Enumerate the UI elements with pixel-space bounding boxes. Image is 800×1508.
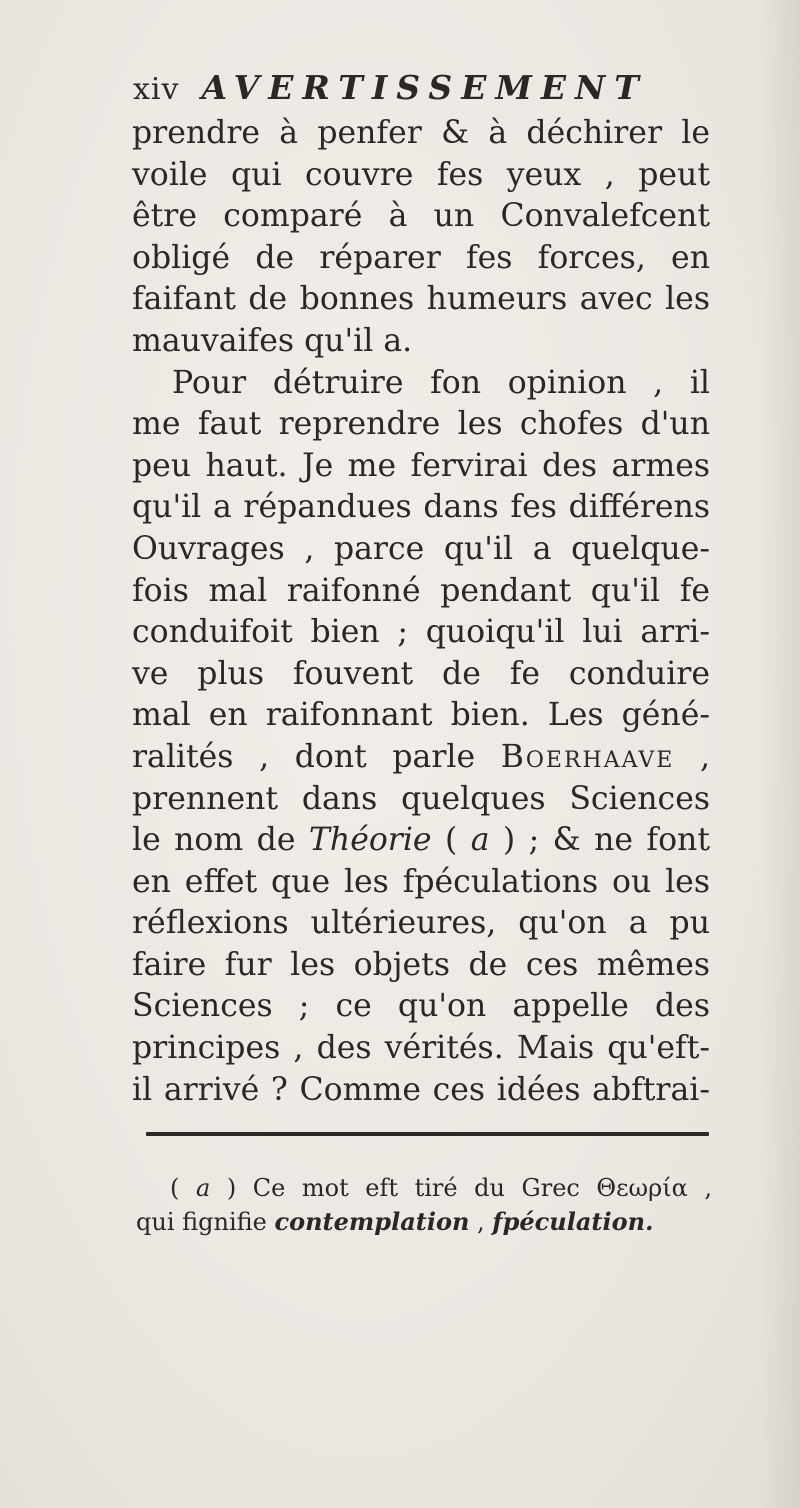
text-line: Sciences ; ce qu'on appelle des [132, 988, 710, 1025]
text-line: me faut reprendre les chofes d'un [132, 406, 710, 443]
text-line: obligé de réparer fes forces, en [132, 239, 710, 276]
footnote-text: ) Ce mot eft tiré du Grec Θεωρία , [210, 1174, 712, 1202]
author-name: Boerhaave [500, 738, 675, 775]
line-text: ) ; & ne font [489, 822, 710, 859]
text-line: peu haut. Je me fervirai des armes [132, 447, 710, 484]
text-line: prennent dans quelques Sciences [132, 780, 710, 817]
line-punctuation: , [674, 738, 711, 775]
footnote-line [170, 1172, 712, 1205]
footnote-reference: a [470, 822, 490, 859]
text-line: faifant de bonnes humeurs avec les [132, 281, 710, 318]
body-text [132, 113, 710, 1111]
page-header [133, 68, 648, 112]
line-text: ralités , dont parle [132, 738, 476, 775]
paragraph-first-line: Pour détruire fon opinion , il [172, 364, 710, 401]
footnote [136, 1172, 712, 1238]
text-line: être comparé à un Convalefcent [132, 198, 710, 235]
text-line: conduifoit bien ; quoiqu'il lui arri- [132, 614, 710, 651]
text-line: en effet que les fpéculations ou les [132, 863, 710, 900]
footnote-text: , [469, 1208, 493, 1236]
text-line: faire fur les objets de ces mêmes [132, 946, 710, 983]
line-text: le nom de [132, 822, 309, 859]
footnote-term: fpéculation. [492, 1207, 654, 1236]
text-line: réflexions ultérieures, qu'on a pu [132, 905, 710, 942]
page-edge-shadow [760, 0, 800, 1508]
text-line [132, 820, 710, 862]
running-title: AVERTISSEMENT [201, 68, 648, 107]
text-line [132, 737, 710, 779]
line-text: ( [431, 822, 471, 859]
text-line: Ouvrages , parce qu'il a quelque- [132, 530, 710, 567]
folio-number: xiv [133, 72, 180, 107]
footnote-term: contemplation [274, 1207, 470, 1236]
footnote-rule [146, 1132, 709, 1136]
text-line: fois mal raifonné pendant qu'il fe [132, 572, 710, 609]
text-line: qu'il a répandues dans fes différens [132, 489, 710, 526]
text-line: mal en raifonnant bien. Les géné- [132, 697, 710, 734]
text-line: il arrivé ? Comme ces idées abftrai- [132, 1071, 710, 1108]
footnote-marker: a [195, 1174, 211, 1202]
footnote-text: qui fignifie [136, 1208, 275, 1236]
footnote-line [136, 1205, 712, 1238]
text-line: ve plus fouvent de fe conduire [132, 655, 710, 692]
text-line: principes , des vérités. Mais qu'eft- [132, 1030, 710, 1067]
footnote-open: ( [170, 1174, 196, 1202]
text-line: voile qui couvre fes yeux , peut [132, 156, 710, 193]
italic-term: Théorie [308, 822, 432, 859]
text-line: prendre à penfer & à déchirer le [132, 115, 710, 151]
paragraph-last-line: mauvaifes qu'il a. [132, 322, 413, 359]
